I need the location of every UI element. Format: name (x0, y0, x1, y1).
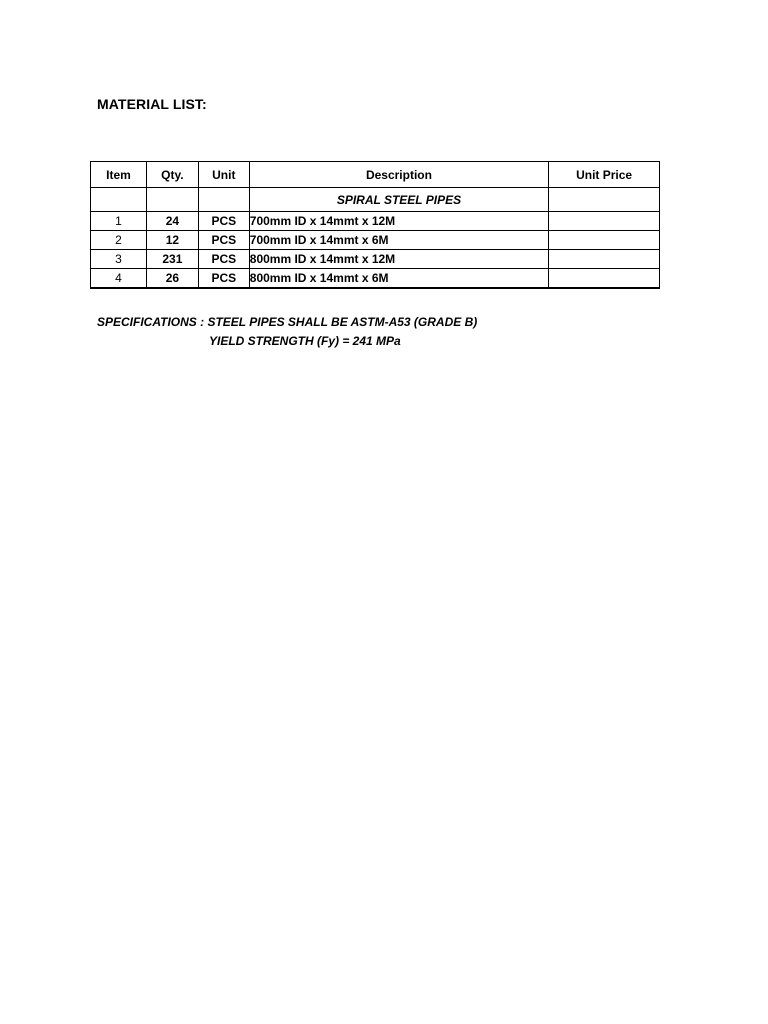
header-unit-price: Unit Price (549, 162, 660, 188)
section-row (91, 188, 660, 212)
header-qty: Qty. (146, 162, 198, 188)
row-qty: 24 (146, 212, 198, 231)
row-description: 700mm ID x 14mmt x 6M (249, 231, 548, 250)
header-unit: Unit (198, 162, 249, 188)
row-qty: 231 (146, 250, 198, 269)
row-unit: PCS (198, 212, 249, 231)
table-row (91, 250, 660, 269)
row-unit-price (549, 212, 660, 231)
header-item: Item (91, 162, 147, 188)
row-unit-price (549, 250, 660, 269)
table-header-row (91, 162, 660, 188)
row-unit: PCS (198, 250, 249, 269)
section-price-cell (549, 188, 660, 212)
table-row (91, 269, 660, 289)
table-row (91, 212, 660, 231)
material-table (90, 161, 660, 289)
document-title: MATERIAL LIST: (97, 96, 207, 112)
section-unit-cell (198, 188, 249, 212)
table-row (91, 231, 660, 250)
row-description: 700mm ID x 14mmt x 12M (249, 212, 548, 231)
row-item: 3 (91, 250, 147, 269)
section-label: SPIRAL STEEL PIPES (249, 188, 548, 212)
section-qty-cell (146, 188, 198, 212)
row-unit-price (549, 269, 660, 289)
row-item: 1 (91, 212, 147, 231)
row-unit: PCS (198, 269, 249, 289)
row-description: 800mm ID x 14mmt x 6M (249, 269, 548, 289)
row-description: 800mm ID x 14mmt x 12M (249, 250, 548, 269)
row-qty: 26 (146, 269, 198, 289)
row-item: 4 (91, 269, 147, 289)
header-description: Description (249, 162, 548, 188)
section-item-cell (91, 188, 147, 212)
row-unit-price (549, 231, 660, 250)
yield-strength-line: YIELD STRENGTH (Fy) = 241 MPa (209, 334, 401, 348)
row-qty: 12 (146, 231, 198, 250)
row-item: 2 (91, 231, 147, 250)
row-unit: PCS (198, 231, 249, 250)
specifications-line: SPECIFICATIONS : STEEL PIPES SHALL BE ASTM-A53 (GRADE B) (97, 315, 478, 329)
